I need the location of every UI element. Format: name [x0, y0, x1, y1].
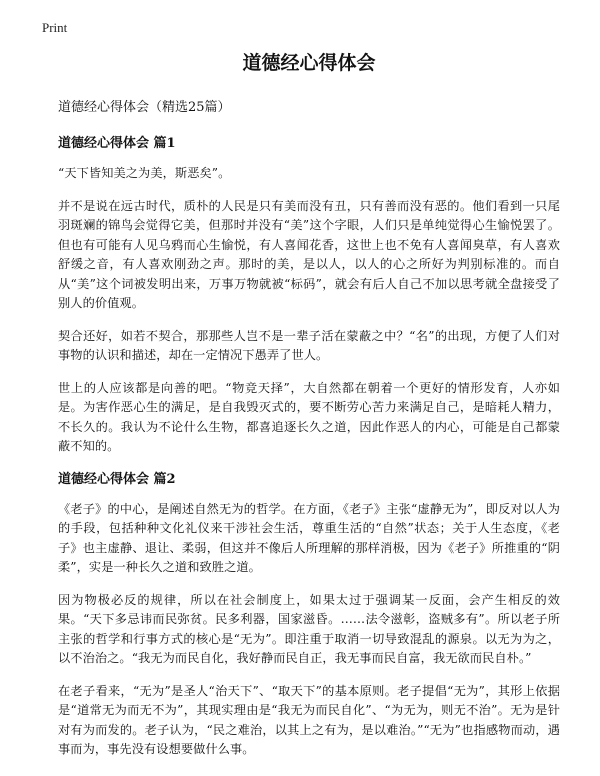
paragraph: 在老子看来，“无为”是圣人“治天下”、“取天下”的基本原则。老子提倡“无为”，其形上依据是“道常无为而无不为”，其现实理由是“我无为而民自化”、“为无为，则无不治”。无为是针对有为而发的。老子认为，“民之难治，以其上之有为，是以难治。”“无为”也指感物而动，遇事而为，事先没有设想要做什么事。 [58, 683, 560, 756]
document-subtitle: 道德经心得体会（精选25篇） [58, 100, 231, 115]
document-page [58, 50, 560, 773]
section-heading: 道德经心得体会 篇1 [58, 136, 176, 151]
paragraph: 世上的人应该都是向善的吧。“物竞天择”，大自然都在朝着一个更好的情形发育，人亦如是。为害作恶心生的满足，是自我毁灭式的，要不断劳心苦力来满足自己，是暗耗人精力，不长久的。我认为不论什么生物，都喜追逐长久之道，因此作恶人的内心，可能是自己都蒙蔽不知的。 [58, 380, 560, 453]
section-heading: 道德经心得体会 篇2 [58, 471, 176, 487]
paragraph: 因为物极必反的规律，所以在社会制度上，如果太过于强调某一反面，会产生相反的效果。“天下多忌讳而民弥贫。民多利器，国家滋昏。……法令滋彰，盗贼多有”。所以老子所主张的哲学和行事方式的核心是“无为”。即注重于取消一切导致混乱的源泉。以无为为之，以不治治之。“我无为而民自化，我好静而民自正，我无事而民自富，我无欲而民自朴。” [58, 592, 560, 665]
paragraph: 契合还好，如若不契合，那那些人岂不是一辈子活在蒙蔽之中？“名”的出现，方便了人们对事物的认识和描述，却在一定情况下愚弄了世人。 [58, 328, 560, 362]
paragraph: 并不是说在远古时代，质朴的人民是只有美而没有丑，只有善而没有恶的。他们看到一只尾羽斑斓的锦鸟会觉得它美，但那时并没有“美”这个字眼，人们只是单纯觉得心生愉悦罢了。但也有可能有人见乌鸦而心生愉悦，有人喜闻花香，这世上也不免有人喜闻臭草，有人喜欢舒缓之音，有人喜欢刚劲之声。那时的美，是以人，以人的心之所好为判别标准的。而自从“美”这个词被发明出来，万事万物就被“标码”，就会有后人自己不加以思考就全盘接受了别人的价值观。 [58, 198, 560, 310]
print-link[interactable]: Print [42, 20, 68, 35]
section-2 [58, 470, 560, 760]
paragraph: “天下皆知美之为美，斯恶矣”。 [58, 166, 231, 180]
section-1 [58, 134, 560, 457]
page-title: 道德经心得体会 [242, 52, 376, 74]
paragraph: 《老子》的中心，是阐述自然无为的哲学。在方面，《老子》主张“虚静无为”，即反对以人为的手段，包括种种文化礼仪来干涉社会生活，尊重生活的“自然”状态；关于人生态度，《老子》也主虚静、退让、柔弱，但这并不像后人所理解的那样消极，因为《老子》所推重的“阴柔”，实是一种长久之道和致胜之道。 [58, 501, 560, 574]
